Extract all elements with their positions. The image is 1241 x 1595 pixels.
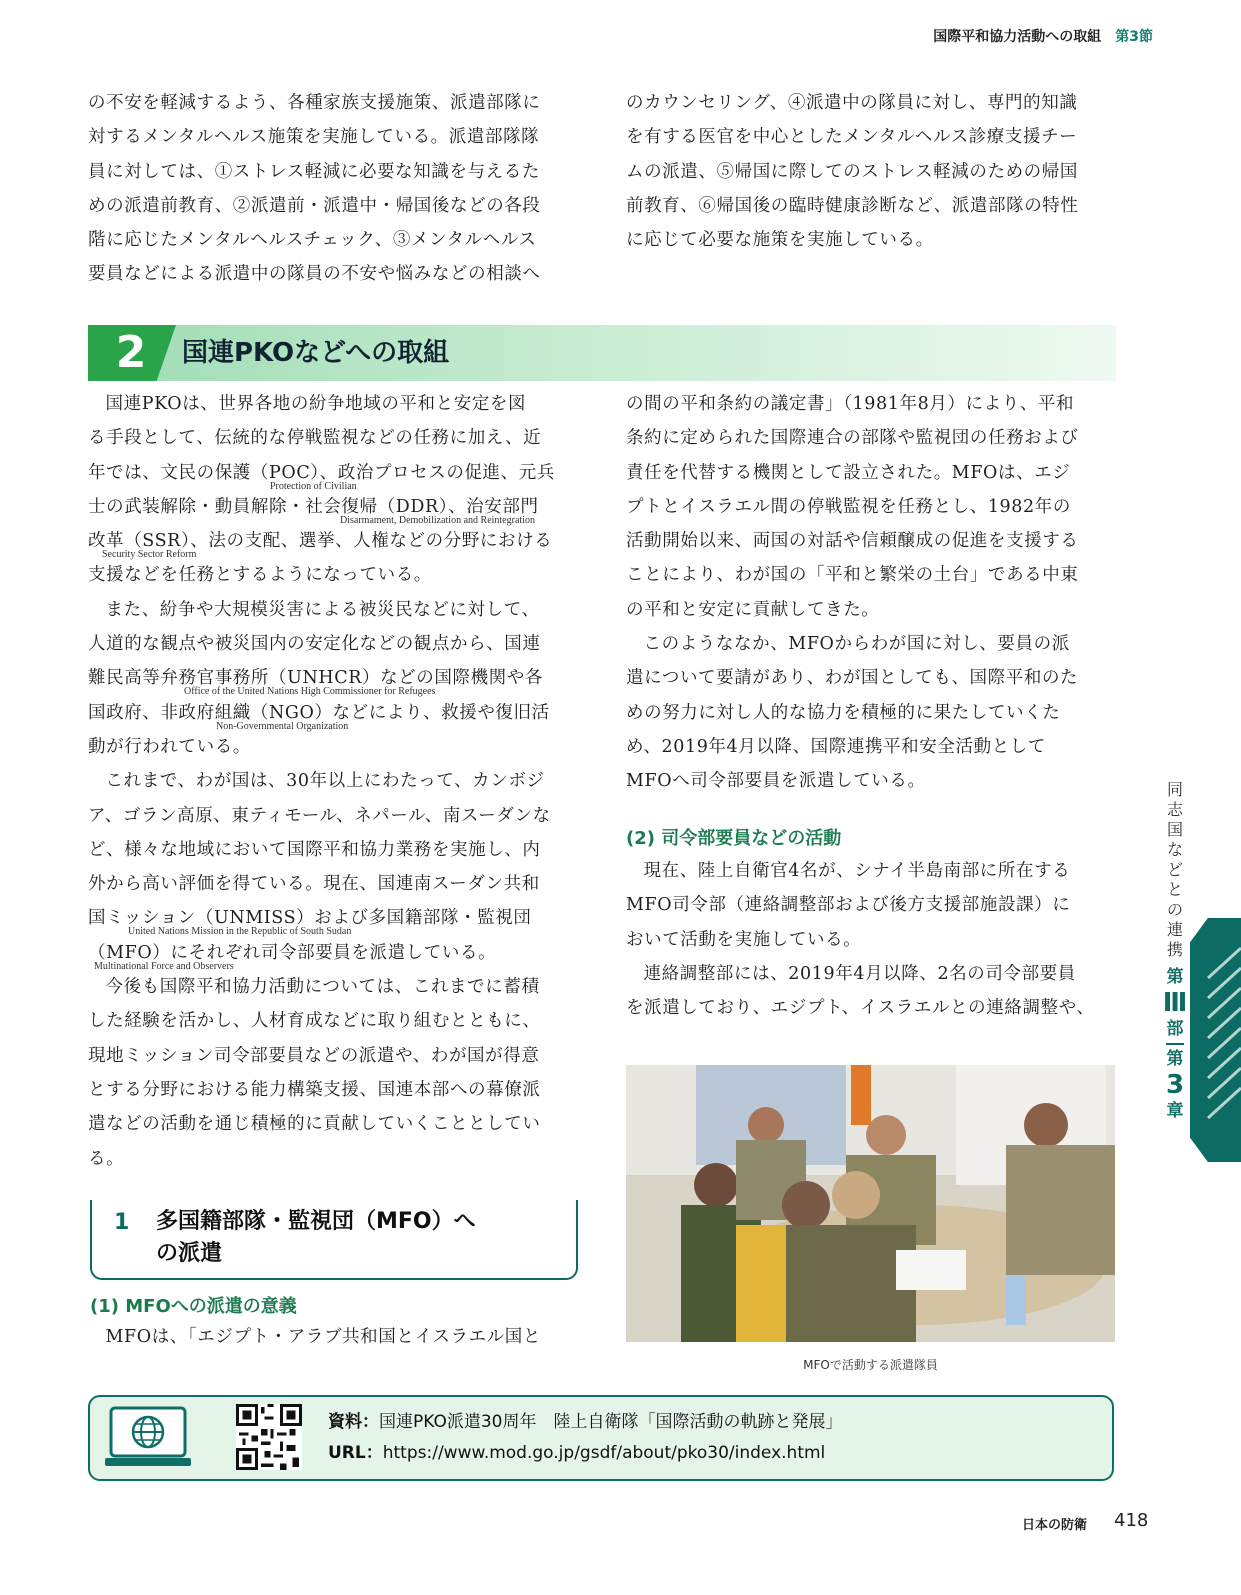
globe-monitor-icon bbox=[105, 1406, 191, 1470]
text-line: 連絡調整部には、2019年4月以降、2名の司令部要員 bbox=[643, 963, 1076, 984]
annotation-ngo: Non-Governmental Organization bbox=[216, 720, 349, 732]
text-line: ど、様々な地域において国際平和協力業務を実施し、内 bbox=[88, 839, 541, 860]
annotation-mfo: Multinational Force and Observers bbox=[94, 960, 234, 972]
text-line: 動が行われている。 bbox=[88, 736, 251, 757]
text-line: プトとイスラエル間の停戦監視を任務とし、1982年の bbox=[626, 496, 1071, 517]
text-line: MFOは、「エジプト・アラブ共和国とイスラエル国と bbox=[105, 1327, 541, 1347]
text-line: MFOへ司令部要員を派遣している。 bbox=[626, 771, 926, 792]
photo-illustration bbox=[626, 1065, 1115, 1342]
text-line: を有する医官を中心としたメンタルヘルス診療支援チー bbox=[626, 127, 1078, 148]
text-line: めの派遣前教育、②派遣前・派遣中・帰国後などの各段 bbox=[88, 195, 541, 216]
sidebar-part-number: Ⅲ bbox=[1162, 988, 1188, 1018]
right-body-column bbox=[626, 387, 1126, 799]
text-line: MFO司令部（連絡調整部および後方支援部施設課）に bbox=[626, 895, 1071, 916]
text-line: 員に対しては、①ストレス軽減に必要な知識を与えるた bbox=[88, 161, 540, 182]
chapter-tab bbox=[1190, 918, 1241, 1162]
annotation-unmiss: United Nations Mission in the Republic of South Sudan bbox=[128, 926, 352, 938]
text-line: の平和と安定に貢献してきた。 bbox=[626, 599, 880, 620]
text-line: これまで、わが国は、30年以上にわたって、カンボジ bbox=[105, 771, 545, 792]
photo-mfo-personnel bbox=[626, 1065, 1115, 1342]
subheading-number: 1 bbox=[114, 1210, 130, 1235]
annotation-ddr: Disarmament, Demobilization and Reintegration bbox=[340, 514, 535, 526]
sidebar-chapter-title: 同 志 国 な ど と の 連 携 bbox=[1166, 780, 1183, 959]
text-line: のカウンセリング、④派遣中の隊員に対し、専門的知識 bbox=[626, 93, 1078, 113]
sidebar-divider bbox=[1166, 1043, 1184, 1045]
text-line: 責任を代替する機関として設立された。MFOは、エジ bbox=[626, 462, 1071, 483]
subheading-mfo-significance: (1) MFOへの派遣の意義 bbox=[90, 1296, 297, 1317]
resource-line-2: URL：https://www.mod.go.jp/gsdf/about/pko30/index.html bbox=[328, 1443, 826, 1463]
text-line: 難民高等弁務官事務所（UNHCR）などの国際機関や各 Office of the United Nations High Commissioner for Refugees bbox=[88, 668, 543, 698]
photo-caption: MFOで活動する派遣隊員 bbox=[803, 1358, 938, 1372]
annotation-unhcr: Office of the United Nations High Commissioner for Refugees bbox=[184, 686, 436, 698]
text-line: 遣などの活動を通じ積極的に貢献していくこととしてい bbox=[88, 1114, 541, 1135]
text-line: 人道的な観点や被災国内の安定化などの観点から、国連 bbox=[88, 634, 541, 655]
text-line: このようななか、MFOからわが国に対し、要員の派 bbox=[643, 634, 1070, 655]
text-line: 士の武装解除・動員解除・社会復帰（DDR）、治安部門 Disarmament, Demobilization and Reintegration bbox=[88, 496, 539, 526]
text-line: 前教育、⑥帰国後の臨時健康診断など、派遣部隊の特性 bbox=[626, 195, 1079, 216]
text-line: め、2019年4月以降、国際連携平和安全活動として bbox=[626, 736, 1046, 757]
text-line: とする分野における能力構築支援、国連本部への幕僚派 bbox=[88, 1079, 541, 1100]
text-line: 国ミッション（UNMISS）および多国籍部隊・監視団 United Nations Mission in the Republic of South Sudan bbox=[88, 908, 532, 938]
text-line: に応じて必要な施策を実施している。 bbox=[626, 230, 934, 251]
text-line: （MFO）にそれぞれ司令部要員を派遣している。 Multinational Force and Observers bbox=[88, 942, 497, 972]
text-line: る手段として、伝統的な停戦監視などの任務に加え、近 bbox=[88, 428, 542, 449]
text-line: の不安を軽減するよう、各種家族支援施策、派遣部隊に bbox=[88, 93, 541, 113]
subheading-title: 多国籍部隊・監視団（MFO）へ の派遣 bbox=[156, 1209, 476, 1266]
running-header bbox=[933, 26, 1153, 46]
text-line: 現地ミッション司令部要員などの派遣や、わが国が得意 bbox=[88, 1045, 540, 1066]
footer-publication: 日本の防衛 bbox=[1022, 1518, 1088, 1533]
header-section: 第3節 bbox=[1115, 29, 1153, 45]
text-line: 遣について要請があり、わが国としても、国際平和のた bbox=[626, 668, 1079, 689]
text-line: ムの派遣、⑤帰国に際してのストレス軽減のための帰国 bbox=[626, 161, 1078, 182]
resource-text bbox=[328, 1407, 842, 1469]
sidebar-part-suffix: 部 bbox=[1166, 1019, 1184, 1039]
text-line: 年では、文民の保護（POC）、政治プロセスの促進、元兵 Protection of Civilian bbox=[88, 462, 555, 492]
section-title: 国連PKOなどへの取組 bbox=[182, 338, 450, 368]
qr-code[interactable] bbox=[236, 1404, 302, 1470]
text-line: 今後も国際平和協力活動については、これまでに蓄積 bbox=[105, 977, 540, 998]
text-line: 現在、陸上自衛官4名が、シナイ半島南部に所在する bbox=[643, 861, 1071, 881]
header-title: 国際平和協力活動への取組 bbox=[933, 29, 1102, 45]
page-number: 418 bbox=[1114, 1510, 1149, 1531]
text-line: ことにより、わが国の「平和と繁栄の土台」である中東 bbox=[626, 565, 1079, 586]
annotation-ssr: Security Sector Reform bbox=[102, 549, 197, 561]
text-line: 改革（SSR）、法の支配、選挙、人権などの分野における Security Sector Reform bbox=[88, 531, 553, 561]
resource-line-1: 資料：国連PKO派遣30周年 陸上自衛隊「国際活動の軌跡と発展」 bbox=[328, 1412, 843, 1432]
text-line: を派遣しており、エジプト、イスラエルとの連絡調整や、 bbox=[626, 998, 1095, 1019]
top-right-column bbox=[626, 86, 1126, 257]
chapter-sidebar bbox=[1160, 780, 1190, 1122]
subheading-hq-activities: (2) 司令部要員などの活動 bbox=[626, 828, 842, 849]
section-number: 2 bbox=[115, 327, 147, 378]
text-line: 活動開始以来、両国の対話や信頼醸成の促進を支援する bbox=[626, 531, 1079, 552]
mfo-intro-text bbox=[88, 1320, 588, 1354]
text-line: 階に応じたメンタルヘルスチェック、③メンタルヘルス bbox=[88, 230, 537, 251]
text-line: 外から高い評価を得ている。現在、国連南スーダン共和 bbox=[88, 874, 540, 895]
top-left-column bbox=[88, 86, 588, 292]
text-line: の間の平和条約の議定書」（1981年8月）により、平和 bbox=[626, 394, 1075, 414]
text-line: ア、ゴラン高原、東ティモール、ネパール、南スーダンな bbox=[88, 805, 551, 826]
sidebar-chapter-number: 3 bbox=[1165, 1070, 1185, 1100]
tab-stripes bbox=[1190, 918, 1241, 1162]
text-line: した経験を活かし、人材育成などに取り組むとともに、 bbox=[88, 1011, 541, 1032]
text-line: る。 bbox=[88, 1148, 125, 1169]
text-line: めの努力に対し人的な協力を積極的に果たしていくた bbox=[626, 702, 1061, 723]
sidebar-part-label: 第 bbox=[1166, 967, 1184, 987]
annotation-poc: Protection of Civilian bbox=[270, 480, 357, 492]
sidebar-chapter-label: 第 bbox=[1166, 1049, 1184, 1069]
right-body-column-2 bbox=[626, 854, 1126, 1025]
text-line: 国政府、非政府組織（NGO）などにより、救援や復旧活 Non-Governmental Organization bbox=[88, 702, 550, 732]
text-line: 条約に定められた国際連合の部隊や監視団の任務および bbox=[626, 428, 1079, 449]
text-line: 国連PKOは、世界各地の紛争地域の平和と安定を図 bbox=[105, 394, 527, 414]
text-line: 要員などによる派遣中の隊員の不安や悩みなどの相談へ bbox=[88, 264, 541, 285]
text-line: 対するメンタルヘルス施策を実施している。派遣部隊隊 bbox=[88, 127, 540, 148]
resource-url-link[interactable]: https://www.mod.go.jp/gsdf/about/pko30/index.html bbox=[382, 1443, 826, 1463]
text-line: おいて活動を実施している。 bbox=[626, 929, 862, 950]
text-line: 支援などを任務とするようになっている。 bbox=[88, 565, 432, 586]
sidebar-chapter-suffix: 章 bbox=[1166, 1101, 1184, 1121]
text-line: また、紛争や大規模災害による被災民などに対して、 bbox=[105, 599, 540, 620]
left-body-column bbox=[88, 387, 588, 1176]
